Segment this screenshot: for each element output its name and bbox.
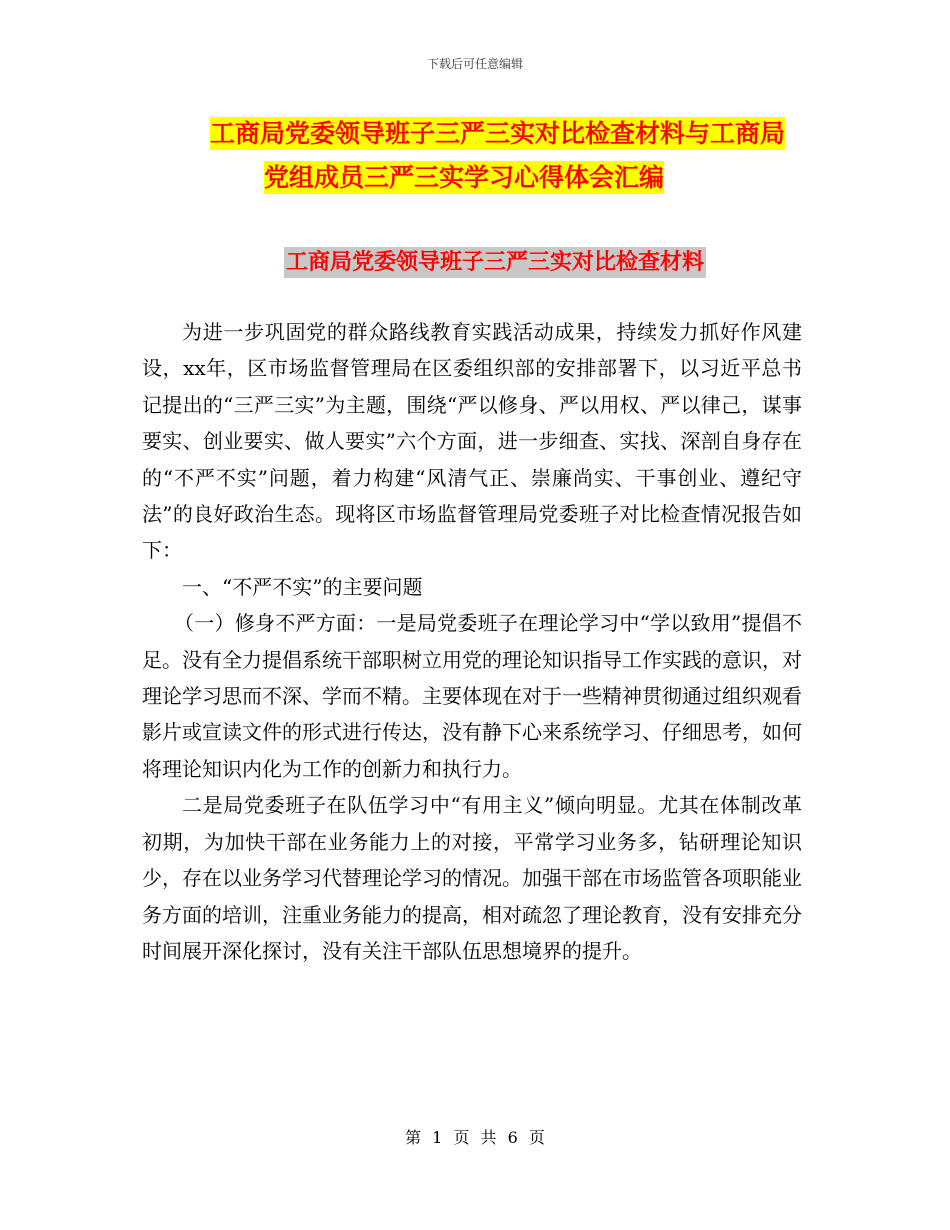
document-body (142, 314, 802, 969)
title-line-1 (0, 112, 950, 156)
paragraph-self-cultivation: （一）修身不严方面：一是局党委班子在理论学习中“学以致用”提倡不足。没有全力提倡系统干部职树立用党的理论知识指导工作实践的意识，对理论学习思而不深、学而不精。主要体现在对于一些精神贯彻通过组织观看影片或宣读文件的形式进行传达，没有静下心来系统学习、仔细思考，如何将理论知识内化为工作的创新力和执行力。 (142, 611, 802, 781)
title-line-1-text: 工商局党委领导班子三严三实对比检查材料与工商局 (209, 119, 785, 148)
heading-main-problems: 一、“不严不实”的主要问题 (182, 574, 423, 599)
header-note: 下载后可任意编辑 (426, 57, 523, 71)
page-footer: 第 1 页 共 6 页 (405, 1128, 545, 1147)
title-line-2-text: 党组成员三严三实学习心得体会汇编 (264, 163, 665, 192)
section-title-text: 工商局党委领导班子三严三实对比检查材料 (284, 247, 706, 278)
document-title (0, 112, 950, 200)
paragraph-utilitarian-tendency: 二是局党委班子在队伍学习中“有用主义”倾向明显。尤其在体制改革初期，为加快干部在业务能力上的对接，平常学习业务多，钻研理论知识少，存在以业务学习代替理论学习的情况。加强干部在市场监管各项职能业务方面的培训，注重业务能力的提高，相对疏忽了理论教育，没有安排充分时间展开深化探讨，没有关注干部队伍思想境界的提升。 (142, 793, 802, 963)
paragraph-intro: 为进一步巩固党的群众路线教育实践活动成果，持续发力抓好作风建设，xx年，区市场监督管理局在区委组织部的安排部署下，以习近平总书记提出的“三严三实”为主题，围绕“严以修身、严以用权、严以律己，谋事要实、创业要实、做人要实”六个方面，进一步细查、实找、深剖自身存在的“不严不实”问题，着力构建“风清气正、崇廉尚实、干事创业、遵纪守法”的良好政治生态。现将区市场监督管理局党委班子对比检查情况报告如下： (142, 320, 802, 563)
section-title (0, 246, 950, 280)
title-line-2 (0, 156, 950, 200)
